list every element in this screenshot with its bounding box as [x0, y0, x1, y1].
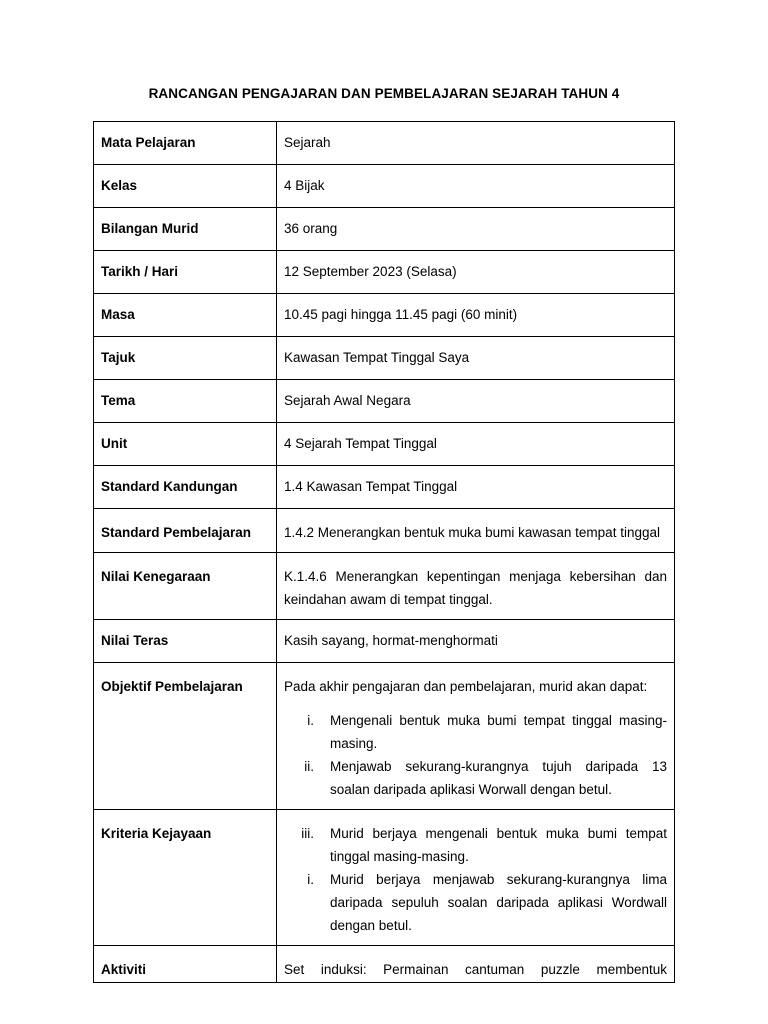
table-row-kriteria — [94, 810, 675, 946]
row-value: 4 Bijak — [277, 165, 675, 208]
row-label: Tema — [94, 380, 277, 423]
row-label: Tajuk — [94, 337, 277, 380]
table-row — [94, 165, 675, 208]
row-label: Mata Pelajaran — [94, 122, 277, 165]
row-value: 4 Sejarah Tempat Tinggal — [277, 423, 675, 466]
row-label: Standard Pembelajaran — [94, 509, 277, 553]
document-title: RANCANGAN PENGAJARAN DAN PEMBELAJARAN SEJARAH TAHUN 4 — [148, 86, 620, 101]
list-item-text: Menjawab sekurang-kurangnya tujuh daripada 13 soalan daripada aplikasi Worwall dengan betul. — [330, 759, 667, 797]
table-row — [94, 553, 675, 620]
table-row — [94, 380, 675, 423]
table-row — [94, 251, 675, 294]
table-row — [94, 509, 675, 553]
objektif-intro: Pada akhir pengajaran dan pembelajaran, murid akan dapat: — [284, 679, 648, 694]
table-row — [94, 466, 675, 509]
lesson-plan-table — [93, 121, 675, 983]
table-row — [94, 423, 675, 466]
row-label: Nilai Teras — [94, 620, 277, 663]
table-row — [94, 122, 675, 165]
row-label: Objektif Pembelajaran — [94, 663, 277, 810]
row-value: 12 September 2023 (Selasa) — [277, 251, 675, 294]
row-label: Aktiviti — [94, 946, 277, 983]
row-value: Kawasan Tempat Tinggal Saya — [277, 337, 675, 380]
list-item-number: i. — [307, 872, 314, 887]
row-value: Sejarah — [277, 122, 675, 165]
list-item-number: i. — [307, 713, 314, 728]
list-item-text: Murid berjaya mengenali bentuk muka bumi tempat tinggal masing-masing. — [330, 826, 667, 864]
table-row — [94, 337, 675, 380]
row-label: Nilai Kenegaraan — [94, 553, 277, 620]
row-value — [277, 663, 675, 810]
row-label: Kriteria Kejayaan — [94, 810, 277, 946]
lesson-plan-rows-complex — [94, 663, 675, 983]
kriteria-list — [284, 822, 667, 937]
list-item-text: Murid berjaya menjawab sekurang-kurangnya lima daripada sepuluh soalan daripada aplikasi Wordwall dengan betul. — [330, 872, 667, 933]
list-item — [284, 709, 667, 755]
list-item-text: Mengenali bentuk muka bumi tempat tinggal masing-masing. — [330, 713, 667, 751]
table-row — [94, 620, 675, 663]
row-value: K.1.4.6 Menerangkan kepentingan menjaga kebersihan dan keindahan awam di tempat tinggal. — [277, 553, 675, 620]
row-value: 10.45 pagi hingga 11.45 pagi (60 minit) — [277, 294, 675, 337]
list-item — [284, 755, 667, 801]
row-label: Masa — [94, 294, 277, 337]
table-row-objektif — [94, 663, 675, 810]
row-value — [277, 810, 675, 946]
row-label: Unit — [94, 423, 277, 466]
row-label: Standard Kandungan — [94, 466, 277, 509]
lesson-plan-rows — [94, 122, 675, 663]
row-value: 1.4.2 Menerangkan bentuk muka bumi kawasan tempat tinggal — [277, 509, 675, 553]
row-value: Kasih sayang, hormat-menghormati — [277, 620, 675, 663]
row-label: Bilangan Murid — [94, 208, 277, 251]
row-value: 1.4 Kawasan Tempat Tinggal — [277, 466, 675, 509]
table-row-aktiviti — [94, 946, 675, 983]
table-row — [94, 208, 675, 251]
list-item-number: iii. — [301, 826, 314, 841]
row-value: Set induksi: Permainan cantuman puzzle membentuk — [277, 946, 675, 983]
list-item — [284, 868, 667, 937]
row-label: Tarikh / Hari — [94, 251, 277, 294]
row-label: Kelas — [94, 165, 277, 208]
row-value: 36 orang — [277, 208, 675, 251]
list-item-number: ii. — [304, 759, 314, 774]
table-row — [94, 294, 675, 337]
row-value: Sejarah Awal Negara — [277, 380, 675, 423]
objektif-list — [284, 709, 667, 801]
list-item — [284, 822, 667, 868]
